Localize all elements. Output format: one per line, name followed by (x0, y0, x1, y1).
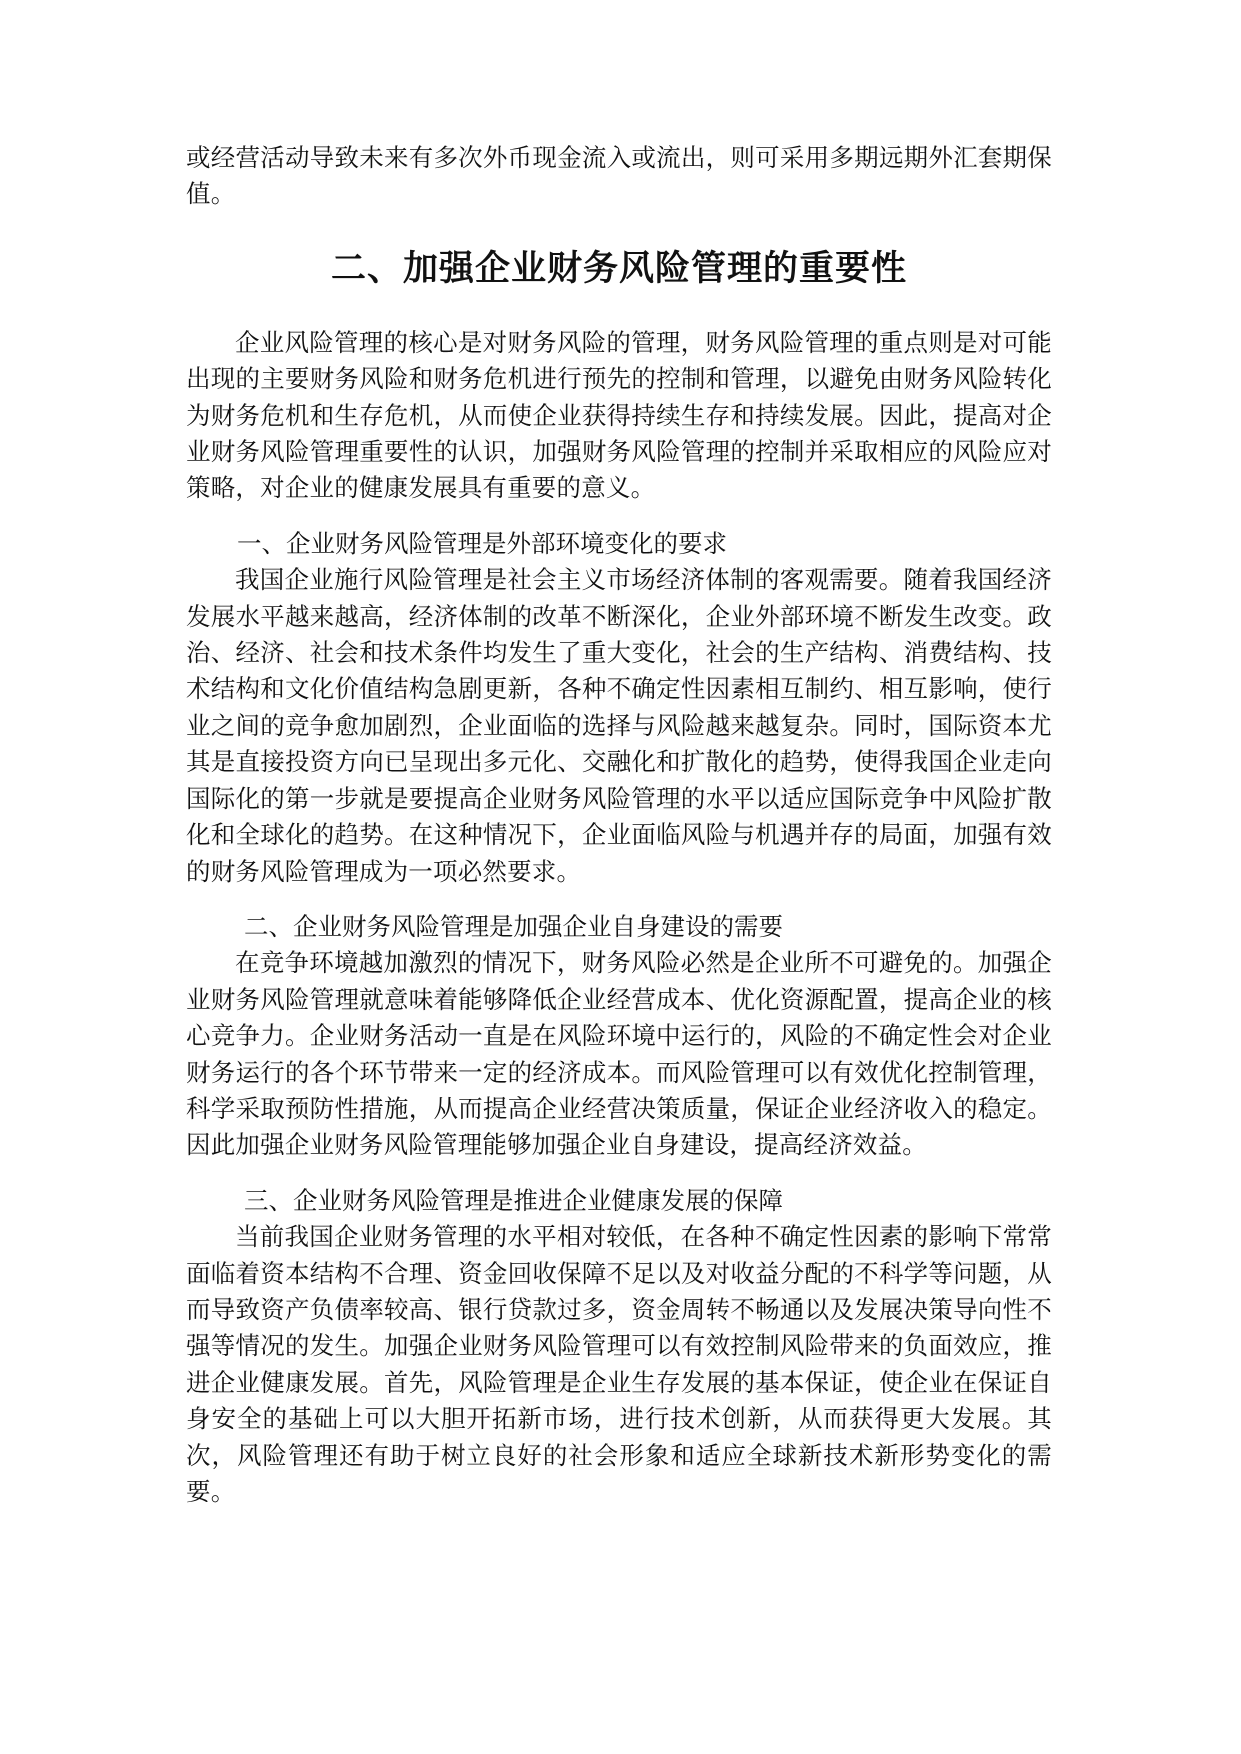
subsection-body-3: 当前我国企业财务管理的水平相对较低，在各种不确定性因素的影响下常常面临着资本结构不合理、资金回收保障不足以及对收益分配的不科学等问题，从而导致资产负债率较高、银行贷款过多，资金周转不畅通以及发展决策导向性不强等情况的发生。加强企业财务风险管理可以有效控制风险带来的负面效应，推进企业健康发展。首先，风险管理是企业生存发展的基本保证，使企业在保证自身安全的基础上可以大胆开拓新市场，进行技术创新，从而获得更大发展。其次，风险管理还有助于树立良好的社会形象和适应全球新技术新形势变化的需要。 (186, 1222, 1052, 1506)
subsection-body-1: 我国企业施行风险管理是社会主义市场经济体制的客观需要。随着我国经济发展水平越来越高，经济体制的改革不断深化，企业外部环境不断发生改变。政治、经济、社会和技术条件均发生了重大变化，社会的生产结构、消费结构、技术结构和文化价值结构急剧更新，各种不确定性因素相互制约、相互影响，使行业之间的竞争愈加剧烈，企业面临的选择与风险越来越复杂。同时，国际资本尤其是直接投资方向已呈现出多元化、交融化和扩散化的趋势，使得我国企业走向国际化的第一步就是要提高企业财务风险管理的水平以适应国际竞争中风险扩散化和全球化的趋势。在这种情况下，企业面临风险与机遇并存的局面，加强有效的财务风险管理成为一项必然要求。 (186, 565, 1052, 886)
subsection-title-2: 二、企业财务风险管理是加强企业自身建设的需要 (244, 911, 783, 941)
continued-paragraph: 或经营活动导致未来有多次外币现金流入或流出，则可采用多期远期外汇套期保值。 (186, 143, 1052, 209)
subsection-title-3: 三、企业财务风险管理是推进企业健康发展的保障 (244, 1185, 783, 1215)
section-heading: 二、加强企业财务风险管理的重要性 (330, 248, 907, 289)
document-page (186, 140, 1052, 1510)
subsection-body-2: 在竞争环境越加激烈的情况下，财务风险必然是企业所不可避免的。加强企业财务风险管理就意味着能够降低企业经营成本、优化资源配置，提高企业的核心竞争力。企业财务活动一直是在风险环境中运行的，风险的不确定性会对企业财务运行的各个环节带来一定的经济成本。而风险管理可以有效优化控制管理，科学采取预防性措施，从而提高企业经营决策质量，保证企业经济收入的稳定。因此加强企业财务风险管理能够加强企业自身建设，提高经济效益。 (186, 948, 1052, 1160)
intro-paragraph: 企业风险管理的核心是对财务风险的管理，财务风险管理的重点则是对可能出现的主要财务风险和财务危机进行预先的控制和管理，以避免由财务风险转化为财务危机和生存危机，从而使企业获得持续生存和持续发展。因此，提高对企业财务风险管理重要性的认识，加强财务风险管理的控制并采取相应的风险应对策略，对企业的健康发展具有重要的意义。 (186, 327, 1052, 503)
subsection-title-1: 一、企业财务风险管理是外部环境变化的要求 (237, 528, 727, 558)
